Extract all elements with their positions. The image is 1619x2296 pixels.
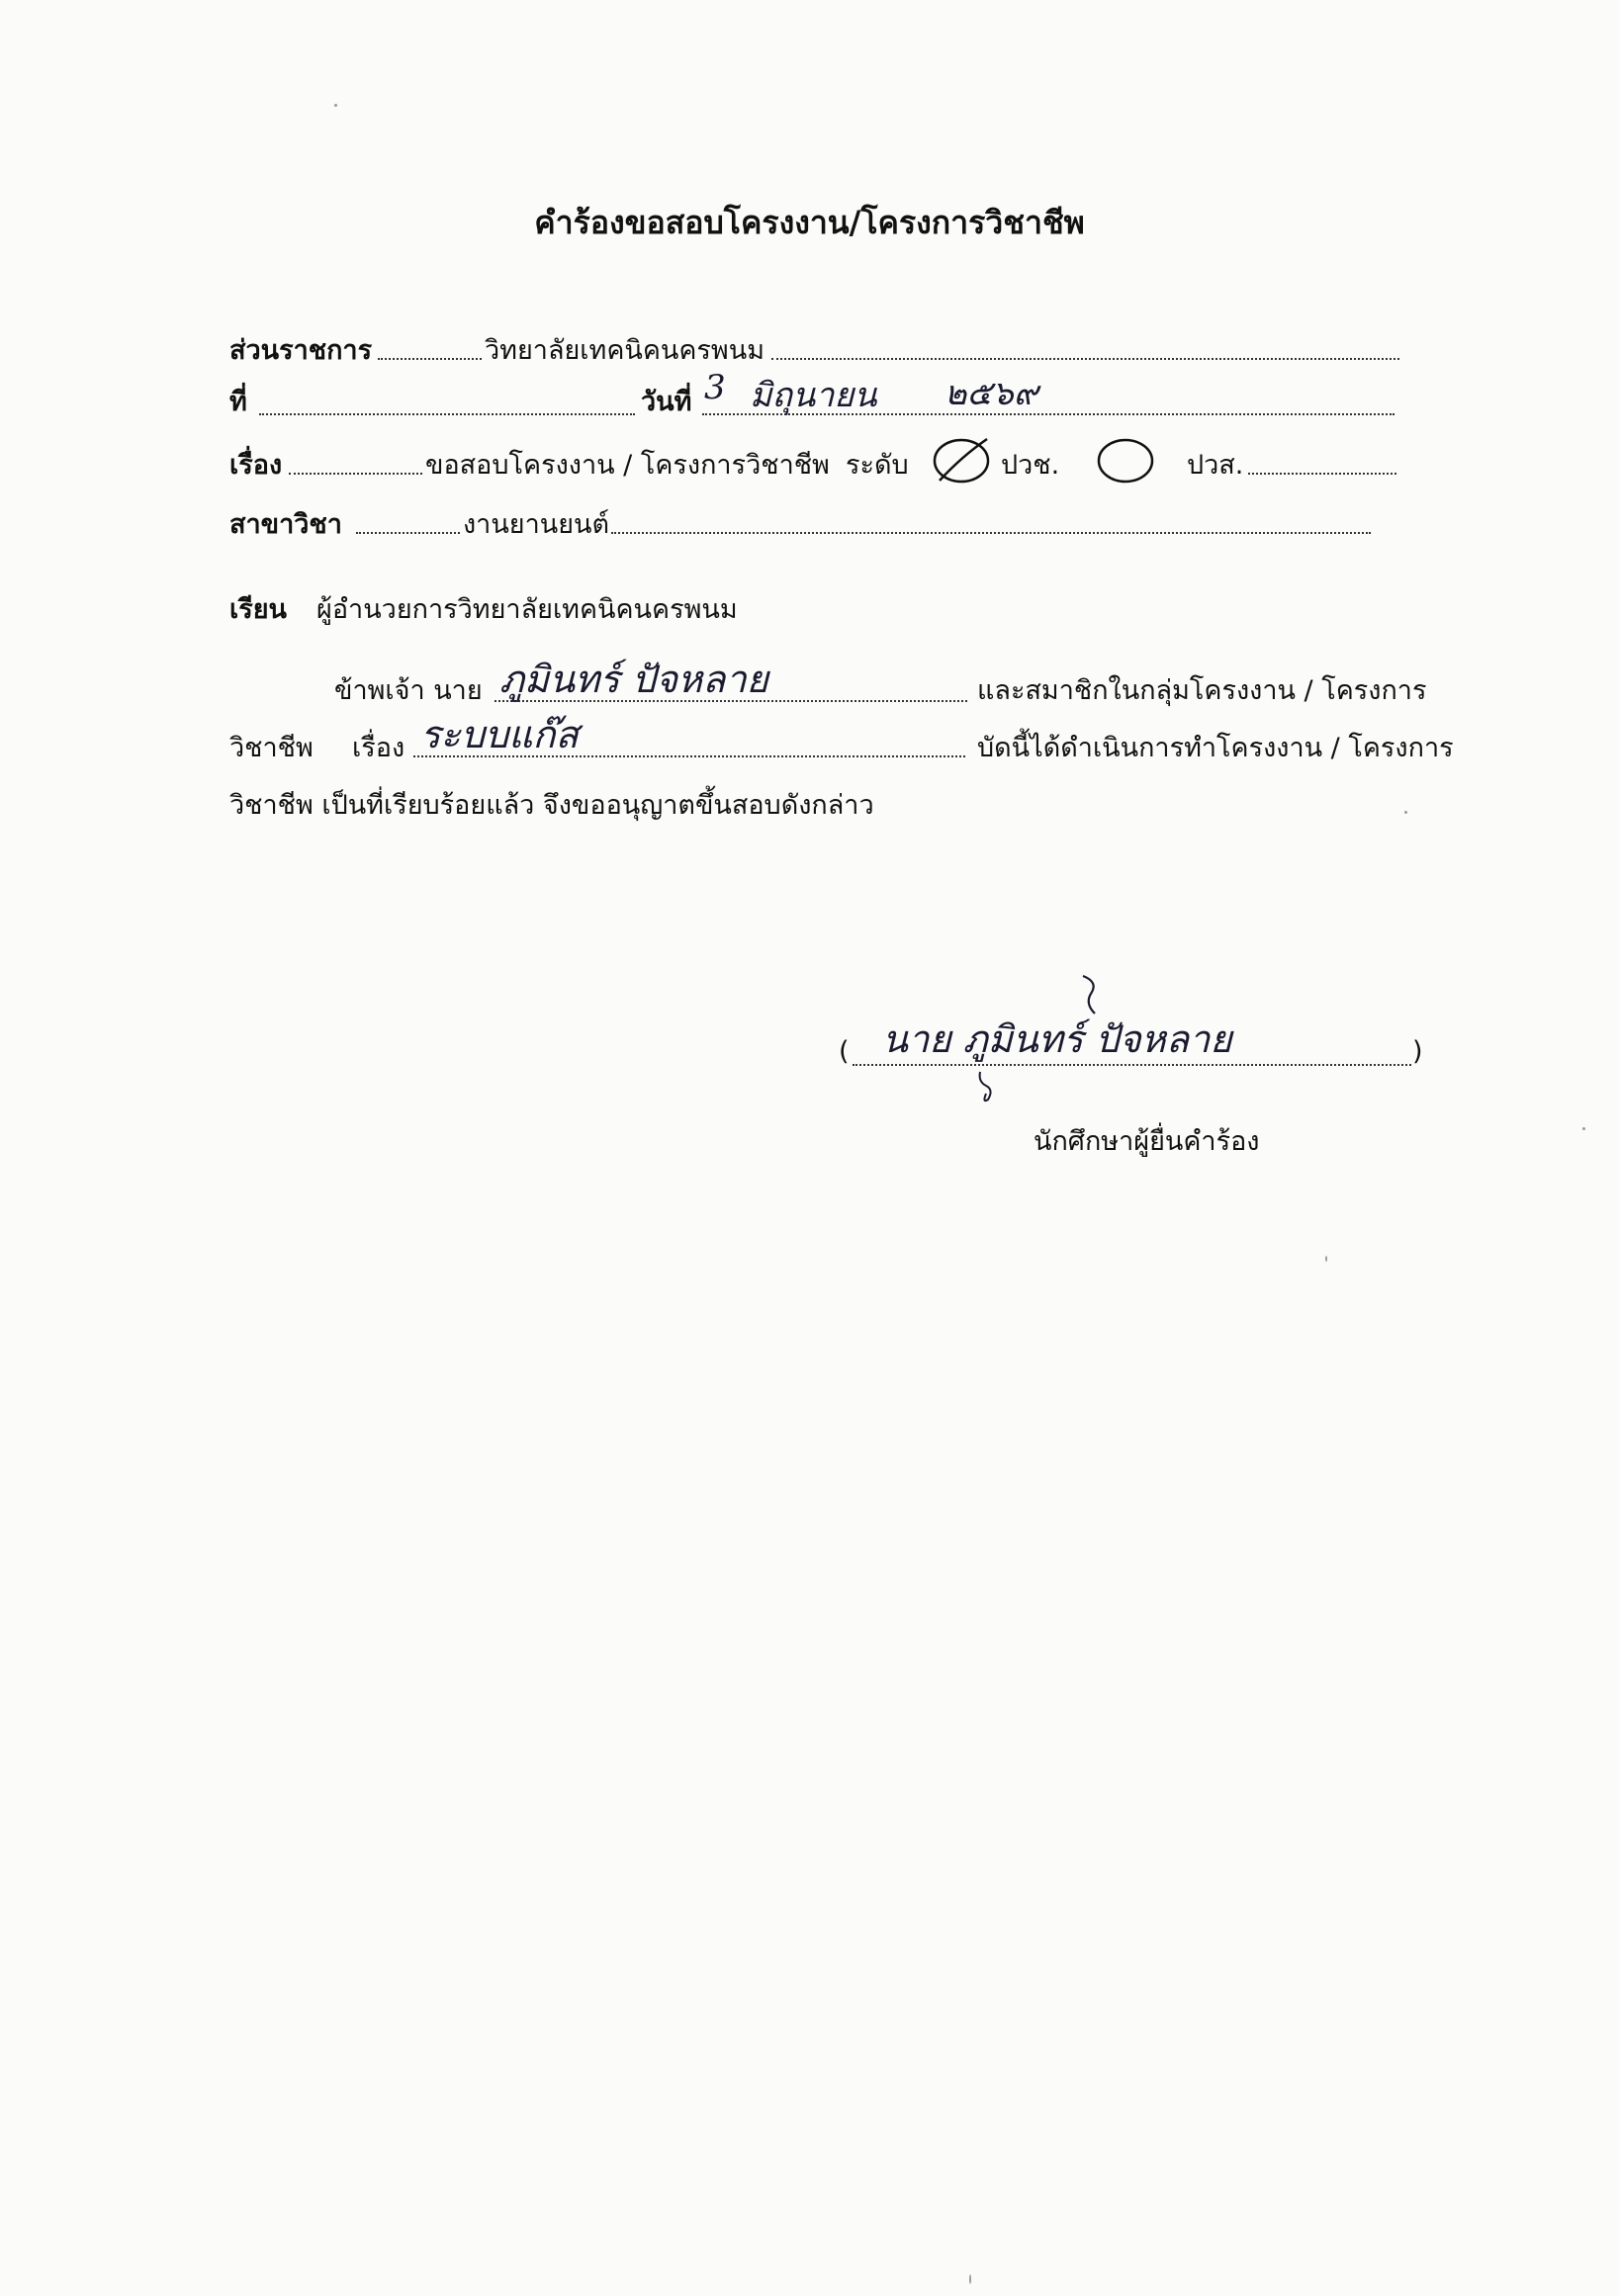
date-day-handwritten: 3 xyxy=(704,368,726,407)
agency-value: วิทยาลัยเทคนิคนครพนม xyxy=(485,335,765,366)
salutation-value: ผู้อำนวยการวิทยาลัยเทคนิคนครพนม xyxy=(316,594,738,625)
document-title: คำร้องขอสอบโครงงาน/โครงการวิชาชีพ xyxy=(534,204,1085,241)
agency-trailing-dots xyxy=(771,358,1399,360)
department-label: สาขาวิชา xyxy=(229,509,342,540)
scan-speck xyxy=(1325,1256,1327,1262)
scan-speck xyxy=(1582,1127,1585,1130)
body-line2-subject-label: เรื่อง xyxy=(352,733,405,763)
subject-value: ขอสอบโครงงาน / โครงการวิชาชีพ xyxy=(425,450,830,481)
signature-role: นักศึกษาผู้ยื่นคำร้อง xyxy=(1034,1126,1260,1157)
date-label: วันที่ xyxy=(641,387,692,417)
scan-speck xyxy=(334,104,337,107)
ref-label: ที่ xyxy=(229,387,247,417)
agency-leader-dots xyxy=(378,358,482,360)
signature-close-paren: ) xyxy=(1412,1036,1423,1067)
signature-underloop xyxy=(974,1068,1004,1107)
department-trailing-dots xyxy=(611,532,1371,534)
signature-open-paren: ( xyxy=(839,1036,850,1067)
department-value: งานยานยนต์ xyxy=(463,509,610,540)
scan-speck xyxy=(969,2274,971,2284)
body-line3: วิชาชีพ เป็นที่เรียบร้อยแล้ว จึงขออนุญาตขึ้นสอบดังกล่าว xyxy=(229,790,874,821)
level-option-1-label: ปวช. xyxy=(1001,450,1060,481)
level-option-2-label: ปวส. xyxy=(1187,450,1244,481)
body-line1-prefix: ข้าพเจ้า นาย xyxy=(334,675,483,706)
agency-label: ส่วนราชการ xyxy=(229,335,373,366)
project-subject-handwritten: ระบบแก๊ส xyxy=(420,713,579,756)
body-line2-prefix: วิชาชีพ xyxy=(229,733,314,763)
department-leader-dots xyxy=(356,532,460,534)
level-label: ระดับ xyxy=(846,450,909,481)
scan-speck xyxy=(1404,811,1407,814)
level-checkbox-1-checked[interactable] xyxy=(932,435,991,486)
ref-dots xyxy=(259,413,635,415)
body-line1-suffix: และสมาชิกในกลุ่มโครงงาน / โครงการ xyxy=(977,675,1427,706)
level-checkbox-2[interactable] xyxy=(1096,435,1155,486)
level-2-dots xyxy=(1248,473,1396,475)
body-line2-suffix: บัดนี้ได้ดำเนินการทำโครงงาน / โครงการ xyxy=(977,733,1454,763)
salutation-label: เรียน xyxy=(229,594,288,625)
signature-flourish xyxy=(1073,974,1113,1023)
signature-handwritten: นาย ภูมินทร์ ปัจหลาย xyxy=(882,1017,1232,1061)
subject-dots xyxy=(289,473,422,475)
subject-label: เรื่อง xyxy=(229,450,283,481)
date-month-handwritten: มิถุนายน xyxy=(750,376,877,415)
applicant-name-handwritten: ภูมินทร์ ปัจหลาย xyxy=(499,658,768,701)
date-year-handwritten: ๒๕๖๙ xyxy=(944,374,1038,413)
